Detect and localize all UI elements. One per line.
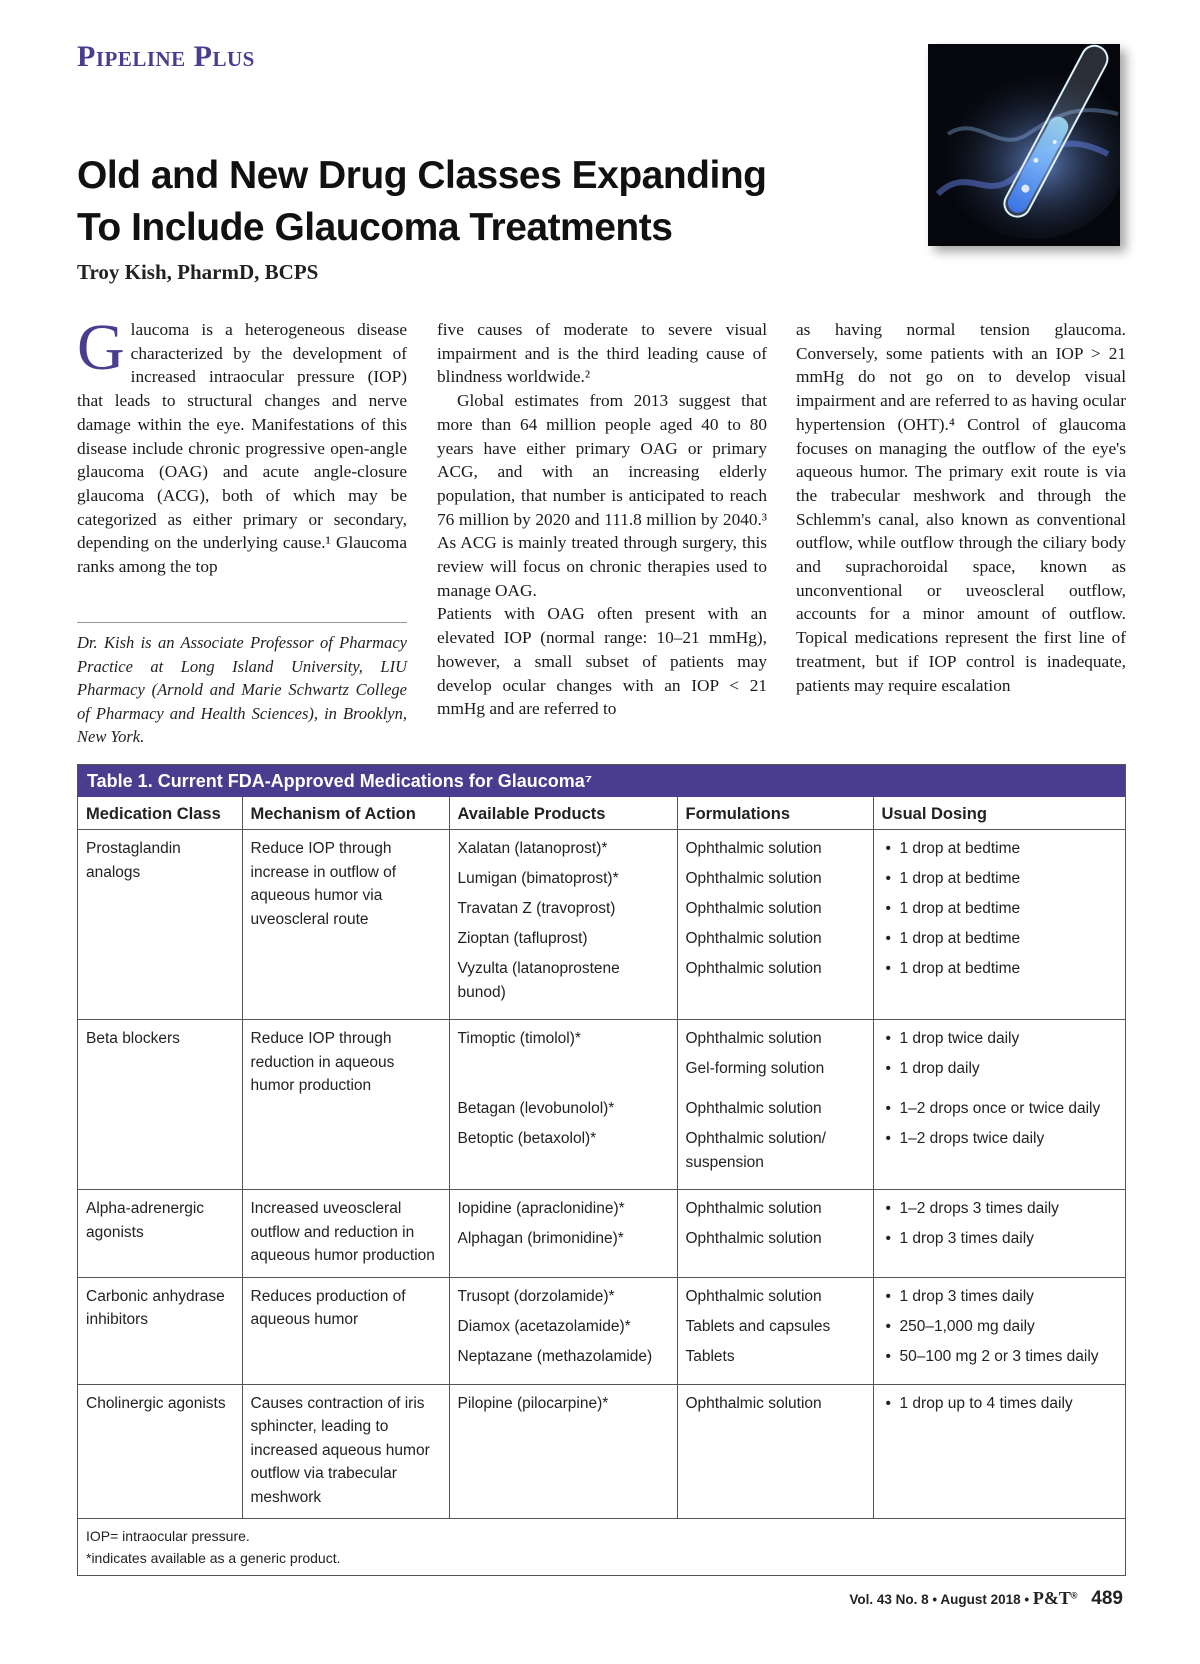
product-empty bbox=[458, 1057, 669, 1081]
dose: • 1 drop at bedtime bbox=[882, 897, 1118, 921]
cell-dosing bbox=[873, 1190, 1125, 1278]
formulation: Ophthalmic solution bbox=[685, 960, 822, 977]
formulation: Ophthalmic solution bbox=[685, 930, 822, 947]
dose: • 1 drop 3 times daily bbox=[882, 1285, 1118, 1309]
table-notes bbox=[78, 1519, 1125, 1575]
product: Neptazane (methazolamide) bbox=[457, 1347, 653, 1365]
dose: • 1–2 drops 3 times daily bbox=[882, 1197, 1118, 1221]
cell-mechanism: Reduce IOP through reduction in aqueous humor production bbox=[242, 1020, 449, 1190]
section-label: Pipeline Plus bbox=[77, 40, 255, 73]
cell-formulations bbox=[677, 830, 873, 1020]
dose: • 1 drop up to 4 times daily bbox=[882, 1392, 1118, 1416]
cell-class: Prostaglandin analogs bbox=[78, 830, 242, 1020]
cell-dosing bbox=[873, 830, 1125, 1020]
table-row-cholinergic bbox=[78, 1384, 1125, 1519]
table-row-beta-blockers bbox=[78, 1020, 1125, 1190]
product: Iopidine (apraclonidine)* bbox=[457, 1200, 625, 1217]
body-column-1 bbox=[77, 311, 407, 579]
product: Xalatan (latanoprost)* bbox=[457, 840, 608, 857]
table-header-row bbox=[78, 797, 1125, 830]
formulation: Ophthalmic solution bbox=[685, 1394, 822, 1412]
col2-paragraph-3: Patients with OAG often present with an elevated IOP (normal range: 10–21 mmHg), however, a small subset of patients may develop ocular changes with an IOP < 21 mmHg and are referred to bbox=[437, 604, 767, 719]
dose: • 50–100 mg 2 or 3 times daily bbox=[882, 1345, 1118, 1369]
dose: • 1–2 drops once or twice daily bbox=[882, 1097, 1118, 1121]
product: Zioptan (tafluprost) bbox=[457, 930, 588, 947]
dose: • 1 drop twice daily bbox=[882, 1027, 1118, 1051]
header-mechanism: Mechanism of Action bbox=[242, 797, 449, 830]
title-line-2: To Include Glaucoma Treatments bbox=[77, 206, 673, 249]
cell-class: Carbonic anhydrase inhibitors bbox=[78, 1277, 242, 1384]
footer-separator: • bbox=[1024, 1592, 1033, 1607]
col3-paragraph-1: as having normal tension glaucoma. Conversely, some patients with an IOP > 21 mmHg do not go on to develop visual impairment and are referred to as having ocular hypertension (OHT).⁴ Control of glaucoma focuses on managing the outflow of the eye's aqueous humor. The primary exit route is via the trabecular meshwork and through the Schlemm's canal, also known as conventional outflow, while outflow through the ciliary body and suprachoroidal space, known as unconventional or uveoscleral outflow, accounts for a minor amount of outflow. Topical medications represent the first line of treatment, but if IOP control is inadequate, patients may require escalation bbox=[796, 320, 1126, 695]
medications-grid bbox=[78, 797, 1125, 1519]
cell-dosing bbox=[873, 1277, 1125, 1384]
dose: • 1 drop 3 times daily bbox=[882, 1227, 1118, 1251]
formulation: Ophthalmic solution bbox=[685, 840, 822, 857]
header-products: Available Products bbox=[449, 797, 677, 830]
test-tube-photo bbox=[928, 44, 1120, 246]
product: Lumigan (bimatoprost)* bbox=[457, 870, 619, 887]
test-tube-illustration bbox=[928, 44, 1120, 246]
header-formulations: Formulations bbox=[677, 797, 873, 830]
cell-products bbox=[449, 1277, 677, 1384]
author-bio: Dr. Kish is an Associate Professor of Pharmacy Practice at Long Island University, LIU Pharmacy (Arnold and Marie Schwartz College of Pharmacy and Health Sciences), in Brooklyn, New York. bbox=[77, 622, 407, 749]
cell-products bbox=[449, 1190, 677, 1278]
cell-mechanism: Causes contraction of iris sphincter, leading to increased aqueous humor outflow via trabecular meshwork bbox=[242, 1384, 449, 1519]
dose: • 1 drop at bedtime bbox=[882, 927, 1118, 951]
col1-paragraph-1: laucoma is a heterogeneous disease characterized by the development of increased intraocular pressure (IOP) that leads to structural changes and nerve damage within the eye. Manifestations of this disease include chronic progressive open-angle glaucoma (OAG) and acute angle-closure glaucoma (ACG), both of which may be categorized as either primary or secondary, depending on the underlying cause.¹ Glaucoma ranks among the top bbox=[77, 320, 407, 577]
product: Betagan (levobunolol)* bbox=[457, 1100, 615, 1117]
cell-class: Beta blockers bbox=[78, 1020, 242, 1190]
cell-products bbox=[449, 830, 677, 1020]
table-title: Table 1. Current FDA-Approved Medications for Glaucoma⁷ bbox=[78, 765, 1125, 797]
header-dosing: Usual Dosing bbox=[873, 797, 1125, 830]
formulation: Ophthalmic solution/ suspension bbox=[685, 1130, 826, 1171]
product: Betoptic (betaxolol)* bbox=[457, 1130, 597, 1147]
formulation: Ophthalmic solution bbox=[685, 1030, 822, 1047]
col2-paragraph-2: Global estimates from 2013 suggest that more than 64 million people aged 40 to 80 years have either primary OAG or primary ACG, and with an increasing elderly population, that number is anticipated to reach 76 million by 2020 and 111.8 million by 2040.³ As ACG is mainly treated through surgery, this review will focus on chronic therapies used to manage OAG. bbox=[437, 391, 767, 600]
cell-formulations bbox=[677, 1384, 873, 1519]
formulation: Tablets and capsules bbox=[685, 1317, 831, 1335]
medications-table bbox=[77, 764, 1126, 1576]
cell-mechanism: Increased uveoscleral outflow and reduction in aqueous humor production bbox=[242, 1190, 449, 1278]
product: Pilopine (pilocarpine)* bbox=[457, 1394, 609, 1412]
title-line-1: Old and New Drug Classes Expanding bbox=[77, 154, 767, 197]
formulation: Gel-forming solution bbox=[685, 1060, 825, 1077]
footer-volume: Vol. 43 No. 8 bbox=[849, 1592, 929, 1607]
col2-paragraph-1: five causes of moderate to severe visual impairment and is the third leading cause of blindness worldwide.² bbox=[437, 320, 767, 387]
footer-date: August 2018 bbox=[940, 1592, 1021, 1607]
cell-dosing bbox=[873, 1384, 1125, 1519]
cell-formulations bbox=[677, 1277, 873, 1384]
cell-products bbox=[449, 1384, 677, 1519]
dose: • 1 drop at bedtime bbox=[882, 867, 1118, 891]
drop-cap: G bbox=[77, 311, 125, 384]
cell-formulations bbox=[677, 1190, 873, 1278]
formulation: Tablets bbox=[685, 1347, 735, 1365]
formulation: Ophthalmic solution bbox=[685, 900, 822, 917]
dose: • 1 drop daily bbox=[882, 1057, 1118, 1081]
header-medication-class: Medication Class bbox=[78, 797, 242, 830]
table-row-prostaglandin bbox=[78, 830, 1125, 1020]
table-note-generic: *indicates available as a generic product. bbox=[86, 1550, 341, 1566]
dose: • 1 drop at bedtime bbox=[882, 957, 1118, 981]
formulation: Ophthalmic solution bbox=[685, 1100, 822, 1117]
product: Diamox (acetazolamide)* bbox=[457, 1317, 631, 1335]
cell-class: Alpha-adrenergic agonists bbox=[78, 1190, 242, 1278]
formulation: Ophthalmic solution bbox=[685, 1200, 822, 1217]
product: Trusopt (dorzolamide)* bbox=[457, 1287, 615, 1305]
product: Vyzulta (latanoprostene bunod) bbox=[457, 960, 620, 1001]
product: Travatan Z (travoprost) bbox=[457, 900, 616, 917]
table-row-alpha-adrenergic bbox=[78, 1190, 1125, 1278]
cell-mechanism: Reduce IOP through increase in outflow of aqueous humor via uveoscleral route bbox=[242, 830, 449, 1020]
article-title bbox=[77, 150, 777, 254]
product: Alphagan (brimonidine)* bbox=[457, 1230, 624, 1247]
cell-formulations bbox=[677, 1020, 873, 1190]
formulation: Ophthalmic solution bbox=[685, 870, 822, 887]
cell-products bbox=[449, 1020, 677, 1190]
cell-class: Cholinergic agonists bbox=[78, 1384, 242, 1519]
dose: • 1 drop at bedtime bbox=[882, 837, 1118, 861]
body-column-3 bbox=[796, 318, 1126, 697]
formulation: Ophthalmic solution bbox=[685, 1287, 822, 1305]
page-footer bbox=[849, 1588, 1123, 1610]
author-byline: Troy Kish, PharmD, BCPS bbox=[77, 260, 319, 284]
cell-mechanism: Reduces production of aqueous humor bbox=[242, 1277, 449, 1384]
body-column-2 bbox=[437, 318, 767, 721]
footer-separator: • bbox=[932, 1592, 941, 1607]
product: Timoptic (timolol)* bbox=[457, 1030, 581, 1047]
dose: • 250–1,000 mg daily bbox=[882, 1315, 1118, 1339]
page-number: 489 bbox=[1091, 1588, 1123, 1609]
dose: • 1–2 drops twice daily bbox=[882, 1127, 1118, 1151]
formulation: Ophthalmic solution bbox=[685, 1230, 822, 1247]
cell-dosing bbox=[873, 1020, 1125, 1190]
trademark-symbol: ® bbox=[1070, 1590, 1078, 1601]
table-note-abbrev: IOP= intraocular pressure. bbox=[86, 1528, 250, 1544]
journal-brand: P&T bbox=[1032, 1588, 1071, 1608]
table-row-carbonic-anhydrase bbox=[78, 1277, 1125, 1384]
